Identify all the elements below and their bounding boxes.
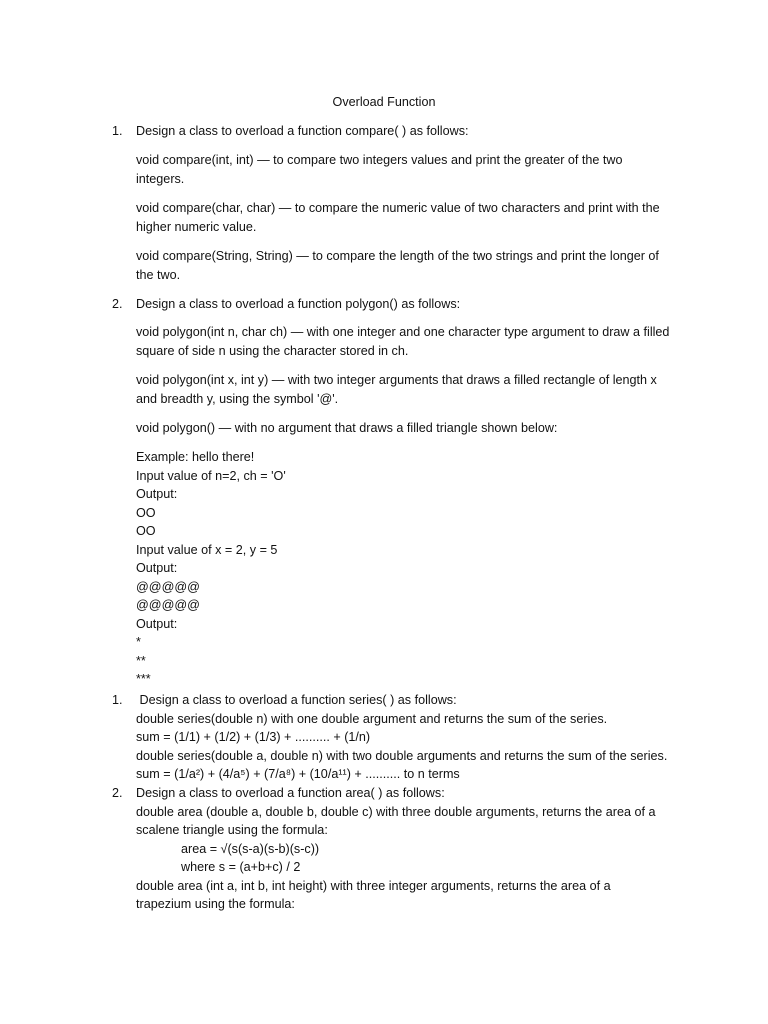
- text-line: and breadth y, using the symbol '@'.: [136, 391, 339, 406]
- text-line: double area (int a, int b, int height) with three integer arguments, returns the area of a: [136, 878, 611, 893]
- q2-heading: Design a class to overload a function polygon() as follows:: [136, 297, 461, 311]
- text-line: double series(double n) with one double argument and returns the sum of the series.: [136, 711, 608, 726]
- text-line: void polygon(int n, char ch) — with one integer and one character type argument to draw a filled: [136, 325, 670, 339]
- q4-body: [136, 784, 696, 914]
- q2-paragraph-2: [136, 371, 696, 408]
- q1-paragraph-1: [136, 151, 696, 188]
- text-line: Design a class to overload a function series( ) as follows:: [136, 693, 457, 707]
- example-line: **: [136, 653, 146, 668]
- q1-heading: Design a class to overload a function compare( ) as follows:: [136, 124, 469, 138]
- text-line: void polygon(int x, int y) — with two integer arguments that draws a filled rectangle of length x: [136, 373, 657, 387]
- example-line: OO: [136, 505, 156, 520]
- text-line: double area (double a, double b, double c) with three double arguments, returns the area of a: [136, 804, 656, 819]
- formula-line: area = √(s(s-a)(s-b)(s-c)): [181, 841, 320, 856]
- text-line: double series(double a, double n) with two double arguments and returns the sum of the series.: [136, 748, 668, 763]
- example-line: Output:: [136, 616, 178, 631]
- text-line: the two.: [136, 267, 181, 282]
- text-line: void compare(char, char) — to compare the numeric value of two characters and print with the: [136, 201, 660, 215]
- q2-paragraph-3: void polygon() — with no argument that draws a filled triangle shown below:: [136, 421, 558, 435]
- q2-number: 2.: [112, 297, 123, 311]
- example-line: *: [136, 635, 141, 649]
- text-line: sum = (1/a²) + (4/a⁵) + (7/a⁸) + (10/a¹¹) + .......... to n terms: [136, 767, 460, 781]
- q4-number: 2.: [112, 786, 123, 800]
- text-line: void compare(String, String) — to compare the length of the two strings and print the longer of: [136, 249, 659, 263]
- example-line: Input value of n=2, ch = 'O': [136, 468, 286, 483]
- q1-number: 1.: [112, 124, 123, 138]
- example-line: OO: [136, 524, 156, 538]
- q3-number: 1.: [112, 693, 123, 707]
- q2-paragraph-1: [136, 323, 696, 360]
- text-line: higher numeric value.: [136, 219, 257, 234]
- q3-body: [136, 691, 696, 784]
- q2-example: [136, 448, 696, 689]
- example-line: Output:: [136, 561, 178, 575]
- q1-paragraph-2: [136, 199, 696, 236]
- example-line: Output:: [136, 487, 178, 501]
- formula-line: where s = (a+b+c) / 2: [181, 860, 301, 874]
- example-line: Example: hello there!: [136, 450, 255, 464]
- text-line: square of side n using the character stored in ch.: [136, 343, 409, 358]
- text-line: Design a class to overload a function area( ) as follows:: [136, 786, 445, 800]
- document-title: Overload Function: [332, 95, 436, 109]
- example-line: Input value of x = 2, y = 5: [136, 542, 278, 557]
- q1-paragraph-3: [136, 247, 696, 284]
- example-line: @@@@@: [136, 579, 200, 594]
- text-line: scalene triangle using the formula:: [136, 823, 328, 837]
- example-line: ***: [136, 672, 151, 686]
- example-line: @@@@@: [136, 598, 200, 612]
- text-line: integers.: [136, 171, 185, 186]
- text-line: void compare(int, int) — to compare two integers values and print the greater of the two: [136, 153, 623, 167]
- text-line: sum = (1/1) + (1/2) + (1/3) + .......... + (1/n): [136, 730, 371, 744]
- text-line: trapezium using the formula:: [136, 897, 295, 911]
